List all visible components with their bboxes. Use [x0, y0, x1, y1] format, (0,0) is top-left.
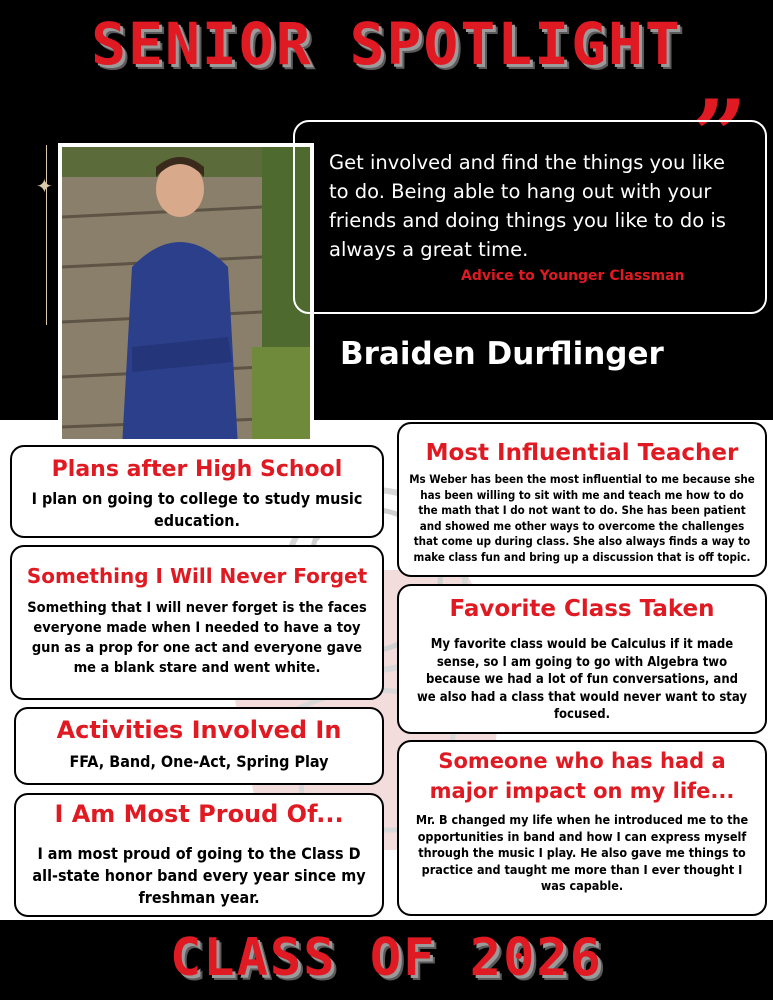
teacher-card-body: Ms Weber has been the most influential to me because she has been willing to sit with me and teach me how to do the math that I do not want to do. She has been patient and showed me other ways to overcome the challenges that come up during class. She also always finds a way to make class fun and bring up a discussion that is off topic. [409, 472, 755, 564]
teacher-card-title: Most Influential Teacher [425, 440, 739, 466]
impact-card-title: Someone who has had a major impact on my life... [429, 749, 735, 803]
advice-quote-text: Get involved and find the things you like to do. Being able to hang out with your friends and doing things you like to do is always a great time. [329, 151, 726, 261]
never-forget-card-body: Something that I will never forget is the faces everyone made when I needed to have a toy gun as a prop for one act and everyone gave me a blank stare and went white. [27, 600, 367, 676]
quote-icon: ” [692, 79, 748, 192]
activities-card [14, 707, 384, 785]
impact-card [397, 740, 767, 916]
proud-card [14, 793, 384, 917]
teacher-card [397, 422, 767, 577]
never-forget-card [10, 545, 384, 700]
page-title: SENIOR SPOTLIGHT [91, 10, 682, 78]
footer-title: CLASS OF 2026 [170, 928, 603, 988]
advice-quote-box [293, 120, 767, 314]
student-photo [58, 143, 314, 443]
impact-card-body: Mr. B changed my life when he introduced me to the opportunities in band and how I can express myself through the music I play. He also gave me things to practice and taught me more than I ever thought I was capable. [415, 812, 749, 893]
plans-card [10, 445, 384, 538]
never-forget-card-title: Something I Will Never Forget [26, 564, 368, 588]
advice-quote-source: Advice to Younger Classman [461, 268, 685, 284]
student-name: Braiden Durflinger [340, 336, 664, 372]
favorite-class-card-body: My favorite class would be Calculus if it made sense, so I am going to go with Algebra two because we had a lot of fun conversations, and we also had a class that would never want to stay focused. [416, 637, 747, 723]
proud-card-title: I Am Most Proud Of... [54, 800, 344, 828]
favorite-class-card [397, 584, 767, 734]
proud-card-body: I am most proud of going to the Class D all-state honor band every year since my freshman year. [32, 843, 366, 907]
plans-card-title: Plans after High School [51, 457, 343, 482]
favorite-class-card-title: Favorite Class Taken [449, 596, 715, 622]
sparkle-icon: ✦ [36, 176, 53, 198]
plans-card-body: I plan on going to college to study music education. [31, 489, 363, 531]
activities-card-body: FFA, Band, One-Act, Spring Play [69, 751, 329, 771]
activities-card-title: Activities Involved In [56, 716, 342, 744]
sparkle-line [46, 145, 47, 325]
